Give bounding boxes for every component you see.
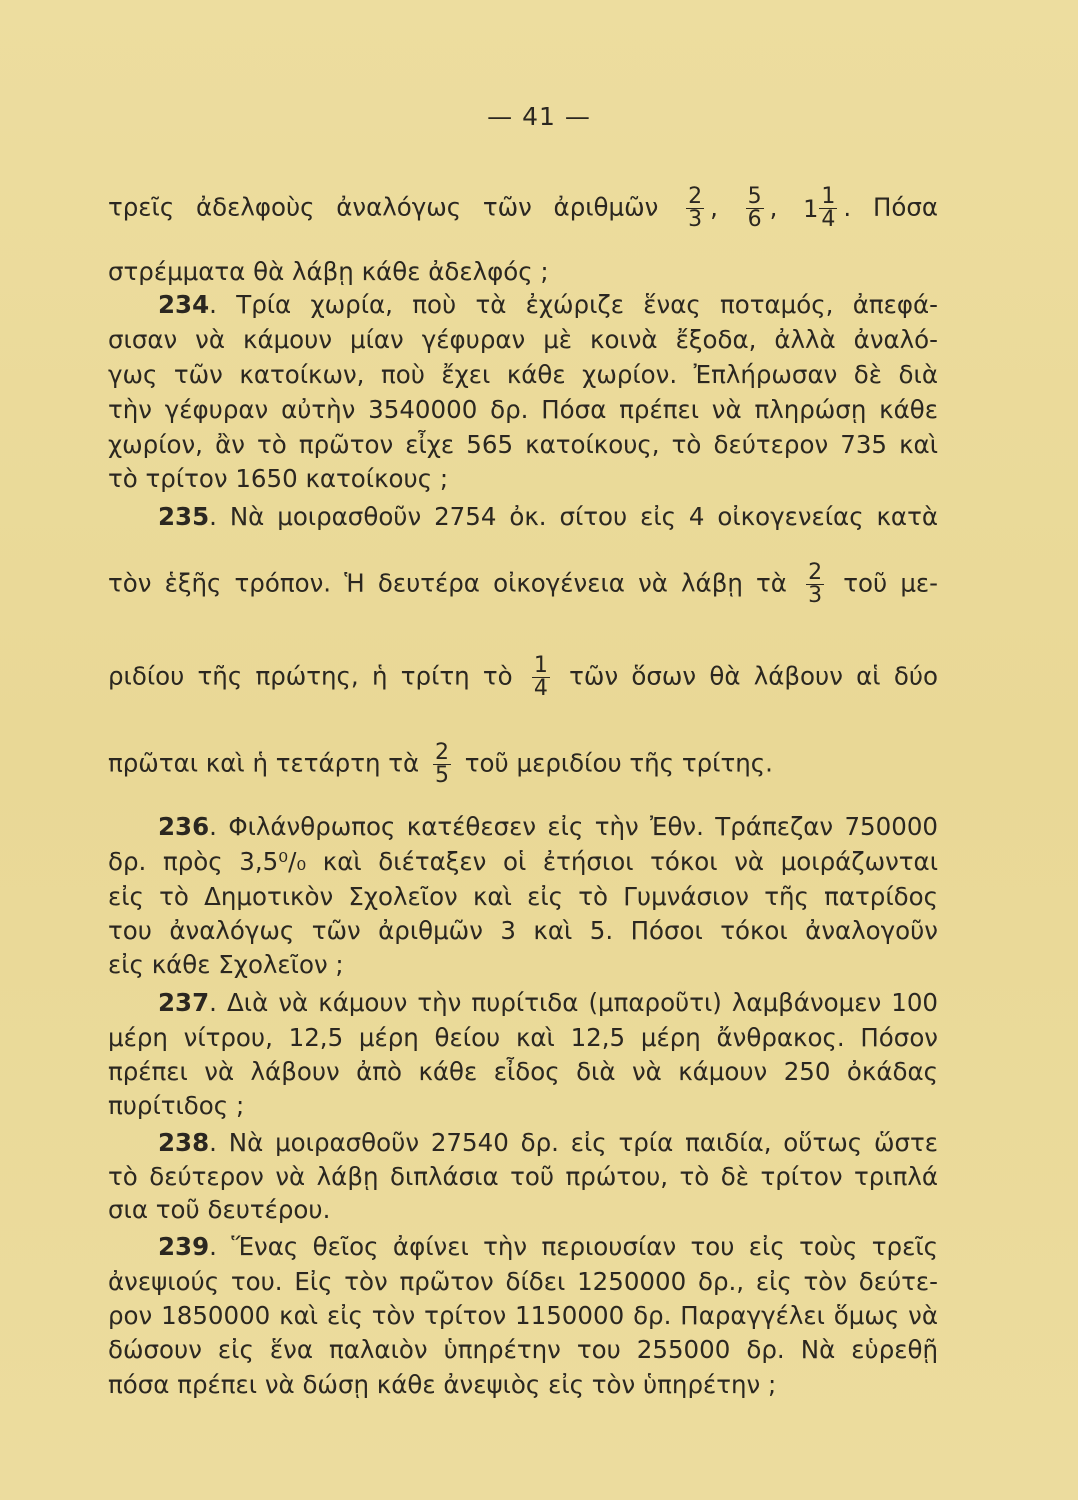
text-line: σισαν νὰ κάμουν μίαν γέφυραν μὲ κοινὰ ἔξοδα, ἀλλὰ ἀναλό-	[108, 325, 938, 354]
fraction: $\frac{2}{3}$	[688, 184, 703, 232]
text-line: εἰς κάθε Σχολεῖον ;	[108, 950, 344, 979]
text-line: εἰς τὸ Δημοτικὸν Σχολεῖον καὶ εἰς τὸ Γυμνάσιον τῆς πατρίδος	[108, 882, 938, 911]
problem-234-first-line: 234. Τρία χωρία, ποὺ τὰ ἐχώριζε ἕνας ποταμός, ἀπεφά-	[158, 290, 938, 319]
text-line: δώσουν εἰς ἕνα παλαιὸν ὑπηρέτην του 255000 δρ. Νὰ εὑρεθῇ	[108, 1335, 938, 1364]
problem-number: 237	[158, 988, 210, 1017]
text-line: δρ. πρὸς 3,5⁰/₀ καὶ διέταξεν οἱ ἐτήσιοι τόκοι νὰ μοιράζωνται	[108, 847, 938, 876]
fraction: $\frac{2}{5}$	[435, 740, 449, 788]
text-line: στρέμματα θὰ λάβῃ κάθε ἀδελφός ;	[108, 257, 549, 286]
fraction: $\frac{1}{4}$	[821, 184, 836, 232]
problem-238-first-line: 238. Νὰ μοιρασθοῦν 27540 δρ. εἰς τρία παιδία, οὕτως ὥστε	[158, 1128, 938, 1157]
fraction: $\frac{2}{3}$	[808, 560, 823, 608]
problem-number: 238	[158, 1128, 210, 1157]
text-line: πυρίτιδος ;	[108, 1091, 245, 1120]
page-number: — 41 —	[487, 102, 591, 131]
text-line: πρῶται καὶ ἡ τετάρτη τὰ $\frac{2}{5}$ τοῦ μεριδίου τῆς τρίτης.	[108, 740, 773, 788]
text-line: ρον 1850000 καὶ εἰς τὸν τρίτον 1150000 δρ. Παραγγέλει ὅμως νὰ	[108, 1301, 938, 1330]
problem-number: 236	[158, 812, 210, 841]
text-line	[108, 186, 938, 231]
text-line: χωρίον, ἂν τὸ πρῶτον εἶχε 565 κατοίκους, τὸ δεύτερον 735 καὶ	[108, 430, 938, 459]
text-line: μέρη νίτρου, 12,5 μέρη θείου καὶ 12,5 μέρη ἄνθρακος. Πόσον	[108, 1023, 938, 1052]
text-line: σια τοῦ δευτέρου.	[108, 1195, 331, 1224]
text-line: τὸν ἑξῆς τρόπον. Ἡ δευτέρα οἰκογένεια νὰ λάβῃ τὰ $\frac{2}{3}$ τοῦ με-	[108, 560, 938, 608]
fraction: $\frac{5}{6}$	[747, 184, 762, 232]
text-segment: Πόσα	[872, 192, 939, 222]
text-line: του ἀναλόγως τῶν ἀριθμῶν 3 καὶ 5. Πόσοι τόκοι ἀναλογοῦν	[108, 916, 938, 945]
text-line: πρέπει νὰ λάβουν ἀπὸ κάθε εἶδος διὰ νὰ κάμουν 250 ὀκάδας	[108, 1057, 938, 1086]
fraction-group: $\frac{2}{3}$ , $\frac{5}{6}$ , 1 $\frac{1}{4}$ .	[688, 184, 873, 232]
problem-number: 239	[158, 1232, 210, 1261]
problem-235-first-line: 235. Νὰ μοιρασθοῦν 2754 ὀκ. σίτου εἰς 4 οἰκογενείας κατὰ	[158, 502, 938, 531]
text-segment: τρεῖς ἀδελφοὺς ἀναλόγως τῶν ἀριθμῶν	[108, 192, 659, 222]
mixed-whole: 1	[803, 194, 819, 223]
text-line: ριδίου τῆς πρώτης, ἡ τρίτη τὸ $\frac{1}{4}$ τῶν ὅσων θὰ λάβουν αἱ δύο	[108, 653, 938, 701]
problem-number: 235	[158, 502, 210, 531]
problem-number: 234	[158, 290, 210, 319]
fraction: $\frac{1}{4}$	[533, 653, 548, 701]
text-line: ἀνεψιούς του. Εἰς τὸν πρῶτον δίδει 1250000 δρ., εἰς τὸν δεύτε-	[108, 1267, 938, 1296]
text-line: τὸ δεύτερον νὰ λάβῃ διπλάσια τοῦ πρώτου, τὸ δὲ τρίτον τριπλά	[108, 1162, 938, 1191]
problem-236-first-line: 236. Φιλάνθρωπος κατέθεσεν εἰς τὴν Ἐθν. Τράπεζαν 750000	[158, 812, 938, 841]
text-line: πόσα πρέπει νὰ δώσῃ κάθε ἀνεψιὸς εἰς τὸν ὑπηρέτην ;	[108, 1370, 777, 1399]
text-line: τὸ τρίτον 1650 κατοίκους ;	[108, 464, 449, 493]
problem-237-first-line: 237. Διὰ νὰ κάμουν τὴν πυρίτιδα (μπαροῦτι) λαμβάνομεν 100	[158, 988, 938, 1017]
problem-239-first-line: 239. Ἕνας θεῖος ἀφίνει τὴν περιουσίαν του εἰς τοὺς τρεῖς	[158, 1232, 938, 1261]
text-line: γως τῶν κατοίκων, ποὺ ἔχει κάθε χωρίον. Ἐπλήρωσαν δὲ διὰ	[108, 360, 938, 389]
text-line: τὴν γέφυραν αὐτὴν 3540000 δρ. Πόσα πρέπει νὰ πληρώσῃ κάθε	[108, 395, 938, 424]
